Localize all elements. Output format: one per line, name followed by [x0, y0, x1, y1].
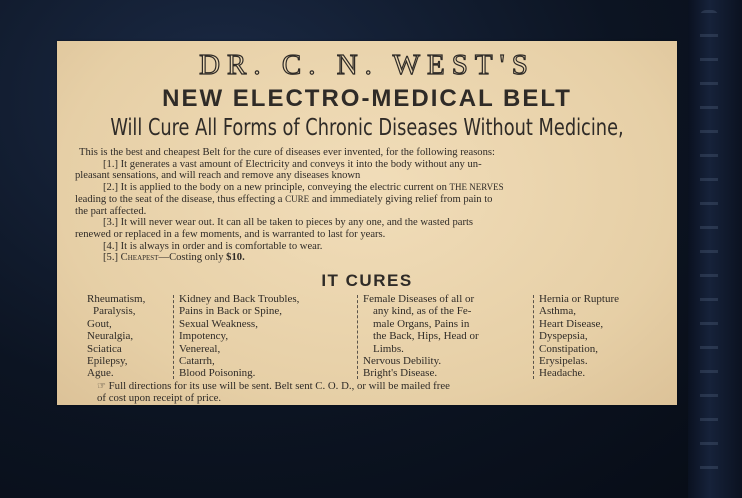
column-divider: [533, 295, 534, 379]
cure-item: Erysipelas.: [539, 355, 588, 368]
cures-heading: IT CURES: [321, 271, 413, 290]
cure-item: Bright's Disease.: [363, 367, 438, 380]
advertising-card: [57, 41, 677, 405]
cures-column-1: [87, 293, 175, 380]
reason-4-line: [4.] It is always in order and is comfortable to wear.: [103, 240, 323, 252]
cure-item: Blood Poisoning.: [179, 367, 256, 380]
reason-5-price: $10.: [226, 252, 245, 264]
cure-item: Nervous Debility.: [363, 355, 442, 368]
footer-text-1: Full directions for its use will be sent. Belt sent C. O. D., or will be mailed free: [108, 380, 450, 392]
reason-2-cure: CURE: [285, 193, 310, 204]
cure-item: male Organs, Pains in: [373, 317, 470, 330]
reason-2-nerves: THE NERVES: [449, 182, 504, 193]
reason-5-number: [5.]: [103, 252, 119, 264]
cure-item: Venereal,: [179, 342, 221, 355]
cure-item: Ague.: [87, 367, 114, 380]
footer-line-1: [97, 381, 667, 393]
cure-item: Neuralgia,: [87, 330, 134, 343]
cure-item: Female Diseases of all or: [363, 293, 475, 305]
card-title-name: DR. C. N. WEST'S: [199, 49, 535, 81]
cure-item: the Back, Hips, Head or: [373, 330, 479, 343]
cure-item: Asthma,: [539, 305, 576, 318]
reason-3-line-2: renewed or replaced in a few moments, and is warranted to last for years.: [75, 228, 386, 240]
cure-item: Heart Disease,: [539, 317, 604, 330]
cure-item: Sciatica: [87, 342, 122, 355]
reason-2-text-c: and immediately giving relief from pain to: [311, 193, 493, 205]
cure-item: Kidney and Back Troubles,: [179, 293, 300, 305]
cures-column-4: [539, 293, 671, 380]
reason-3-line-1: [3.] It will never wear out. It can all be taken to pieces by any one, and the wasted parts: [103, 217, 474, 229]
reason-2-line-1: [75, 182, 673, 194]
intro-line: This is the best and cheapest Belt for the cure of diseases ever invented, for the following reasons:: [79, 147, 495, 158]
reason-5-text: —Costing only: [158, 252, 224, 264]
cures-columns: [87, 293, 671, 381]
reason-5-cheapest: Cheapest: [120, 252, 159, 264]
cure-item: Gout,: [87, 317, 112, 330]
cure-item: Headache.: [539, 367, 586, 380]
cure-item: Impotency,: [179, 330, 229, 343]
reason-1-line-2: pleasant sensations, and will reach and remove any diseases known: [75, 170, 361, 182]
reason-5-line: [75, 252, 673, 264]
cure-item: Rheumatism,: [87, 293, 146, 305]
reason-1-line-1: [1.] It generates a vast amount of Electricity and conveys it into the body without any un-: [103, 158, 482, 170]
cure-item: Limbs.: [373, 342, 404, 355]
reason-2-line-3: the part affected.: [75, 205, 147, 217]
cure-item: any kind, as of the Fe-: [373, 305, 472, 318]
cure-item: Paralysis,: [93, 305, 136, 318]
cure-item: Epilepsy,: [87, 355, 128, 368]
cure-item: Dyspepsia,: [539, 330, 588, 343]
reason-2-text: [2.] It is applied to the body on a new principle, conveying the electric current on: [103, 182, 447, 194]
cure-item: Hernia or Rupture: [539, 293, 620, 305]
reason-2-line-2: [75, 194, 673, 206]
cure-item: Constipation,: [539, 342, 598, 355]
footer-note: [97, 381, 667, 404]
reason-2-text-b: leading to the seat of the disease, thus effecting a: [75, 193, 283, 205]
cures-column-3: [363, 293, 529, 380]
column-divider: [357, 295, 358, 379]
cures-column-2: [179, 293, 349, 380]
pointing-hand-icon: ☞: [97, 381, 106, 392]
sleeve-ridges: [700, 10, 718, 490]
cure-item: Sexual Weakness,: [179, 317, 258, 330]
reasons-text: [75, 147, 673, 264]
cure-item: Pains in Back or Spine,: [179, 305, 282, 318]
card-tagline: Will Cure All Forms of Chronic Diseases Without Medicine,: [110, 115, 624, 141]
cure-item: Catarrh,: [179, 355, 215, 368]
card-title-product: NEW ELECTRO-MEDICAL BELT: [162, 85, 572, 112]
footer-line-2: of cost upon receipt of price.: [97, 391, 222, 404]
